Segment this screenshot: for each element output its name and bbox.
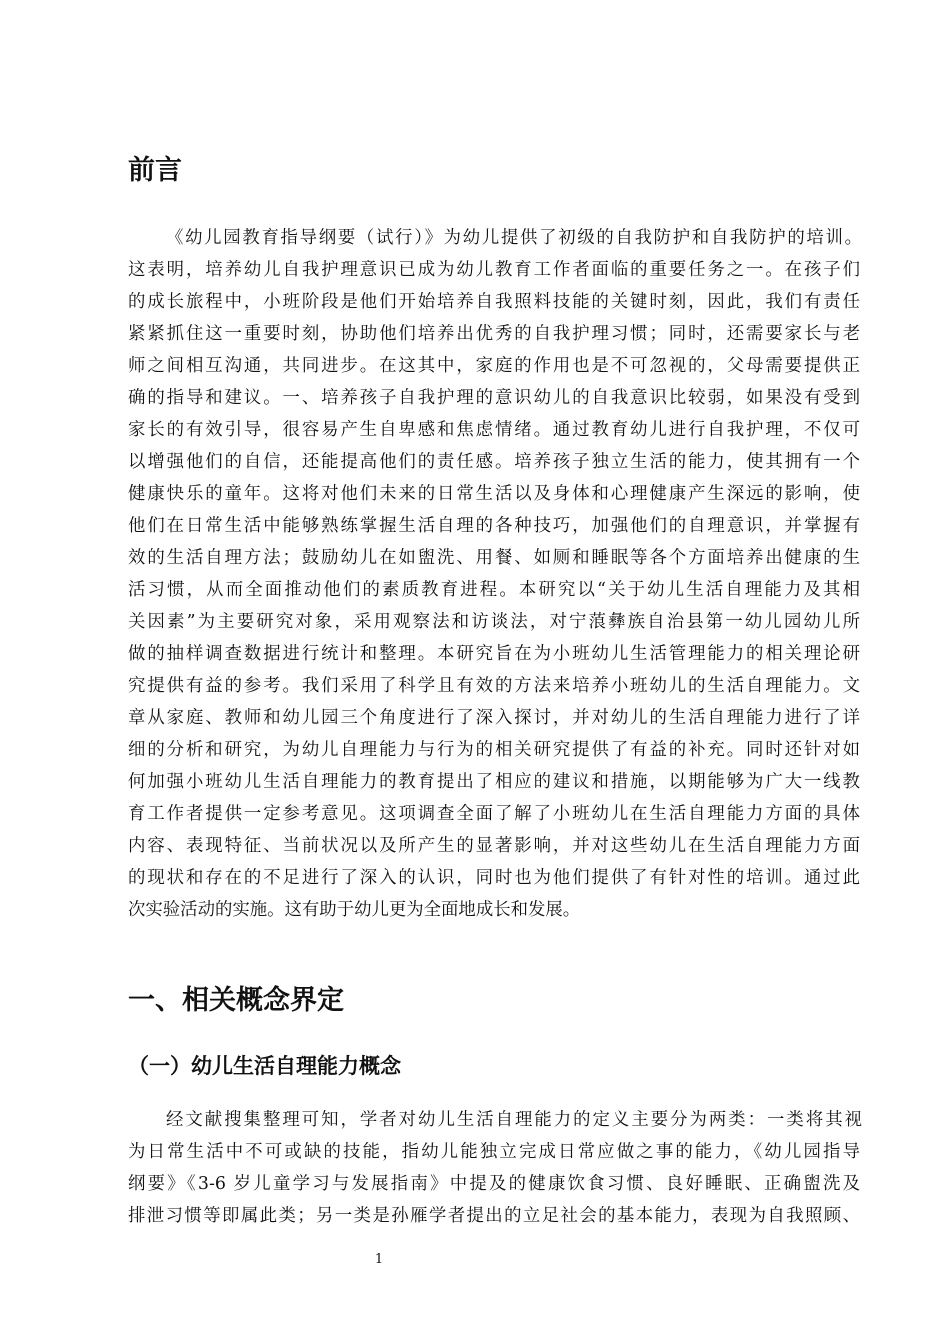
preface-line: 健康快乐的童年。这将对他们未来的日常生活以及身体和心理健康产生深远的影响，使 bbox=[128, 484, 860, 504]
preface-line: 究提供有益的参考。我们采用了科学且有效的方法来培养小班幼儿的生活自理能力。文 bbox=[128, 676, 860, 696]
preface-line: 内容、表现特征、当前状况以及所产生的显著影响，并对这些幼儿在生活自理能力方面 bbox=[128, 836, 860, 856]
preface-line: 《幼儿园教育指导纲要（试行）》为幼儿提供了初级的自我防护和自我防护的培训。 bbox=[166, 228, 862, 248]
body-line: 纲要》《3-6 岁儿童学习与发展指南》中提及的健康饮食习惯、良好睡眠、正确盥洗及 bbox=[128, 1174, 860, 1194]
preface-line: 细的分析和研究，为幼儿自理能力与行为的相关研究提供了有益的补充。同时还针对如 bbox=[128, 740, 860, 760]
preface-line: 做的抽样调查数据进行统计和整理。本研究旨在为小班幼儿生活管理能力的相关理论研 bbox=[128, 644, 860, 664]
preface-line: 何加强小班幼儿生活自理能力的教育提出了相应的建议和措施，以期能够为广大一线教 bbox=[128, 772, 860, 792]
preface-heading: 前言 bbox=[128, 155, 182, 186]
body-line: 为日常生活中不可或缺的技能，指幼儿能独立完成日常应做之事的能力，《幼儿园指导 bbox=[128, 1142, 860, 1162]
preface-line: 关因素”为主要研究对象，采用观察法和访谈法，对宁蒗彝族自治县第一幼儿园幼儿所 bbox=[128, 612, 860, 632]
preface-line: 育工作者提供一定参考意见。这项调查全面了解了小班幼儿在生活自理能力方面的具体 bbox=[128, 804, 860, 824]
page-number: 1 bbox=[374, 1252, 384, 1267]
preface-line: 确的指导和建议。一、培养孩子自我护理的意识幼儿的自我意识比较弱，如果没有受到 bbox=[128, 388, 860, 408]
preface-line: 师之间相互沟通，共同进步。在这其中，家庭的作用也是不可忽视的，父母需要提供正 bbox=[128, 356, 860, 376]
preface-line: 紧紧抓住这一重要时刻，协助他们培养出优秀的自我护理习惯；同时，还需要家长与老 bbox=[128, 324, 860, 344]
body-line: 排泄习惯等即属此类；另一类是孙雁学者提出的立足社会的基本能力，表现为自我照顾、 bbox=[128, 1206, 860, 1226]
preface-line: 他们在日常生活中能够熟练掌握生活自理的各种技巧，加强他们的自理意识，并掌握有 bbox=[128, 516, 860, 536]
section-heading: 一、相关概念界定 bbox=[128, 985, 344, 1016]
preface-line: 家长的有效引导，很容易产生自卑感和焦虑情绪。通过教育幼儿进行自我护理，不仅可 bbox=[128, 420, 860, 440]
preface-line: 活习惯，从而全面推动他们的素质教育进程。本研究以“关于幼儿生活自理能力及其相 bbox=[128, 580, 860, 600]
preface-line: 这表明，培养幼儿自我护理意识已成为幼儿教育工作者面临的重要任务之一。在孩子们 bbox=[128, 260, 860, 280]
body-line: 经文献搜集整理可知，学者对幼儿生活自理能力的定义主要分为两类：一类将其视 bbox=[166, 1110, 862, 1130]
preface-line: 效的生活自理方法；鼓励幼儿在如盥洗、用餐、如厕和睡眠等各个方面培养出健康的生 bbox=[128, 548, 860, 568]
preface-line: 的成长旅程中，小班阶段是他们开始培养自我照料技能的关键时刻，因此，我们有责任 bbox=[128, 292, 860, 312]
preface-line: 以增强他们的自信，还能提高他们的责任感。培养孩子独立生活的能力，使其拥有一个 bbox=[128, 452, 860, 472]
preface-line: 章从家庭、教师和幼儿园三个角度进行了深入探讨，并对幼儿的生活自理能力进行了详 bbox=[128, 708, 860, 728]
subsection-heading: （一）幼儿生活自理能力概念 bbox=[128, 1054, 401, 1078]
preface-line: 次实验活动的实施。这有助于幼儿更为全面地成长和发展。 bbox=[128, 900, 581, 920]
preface-line: 的现状和存在的不足进行了深入的认识，同时也为他们提供了有针对性的培训。通过此 bbox=[128, 868, 860, 888]
